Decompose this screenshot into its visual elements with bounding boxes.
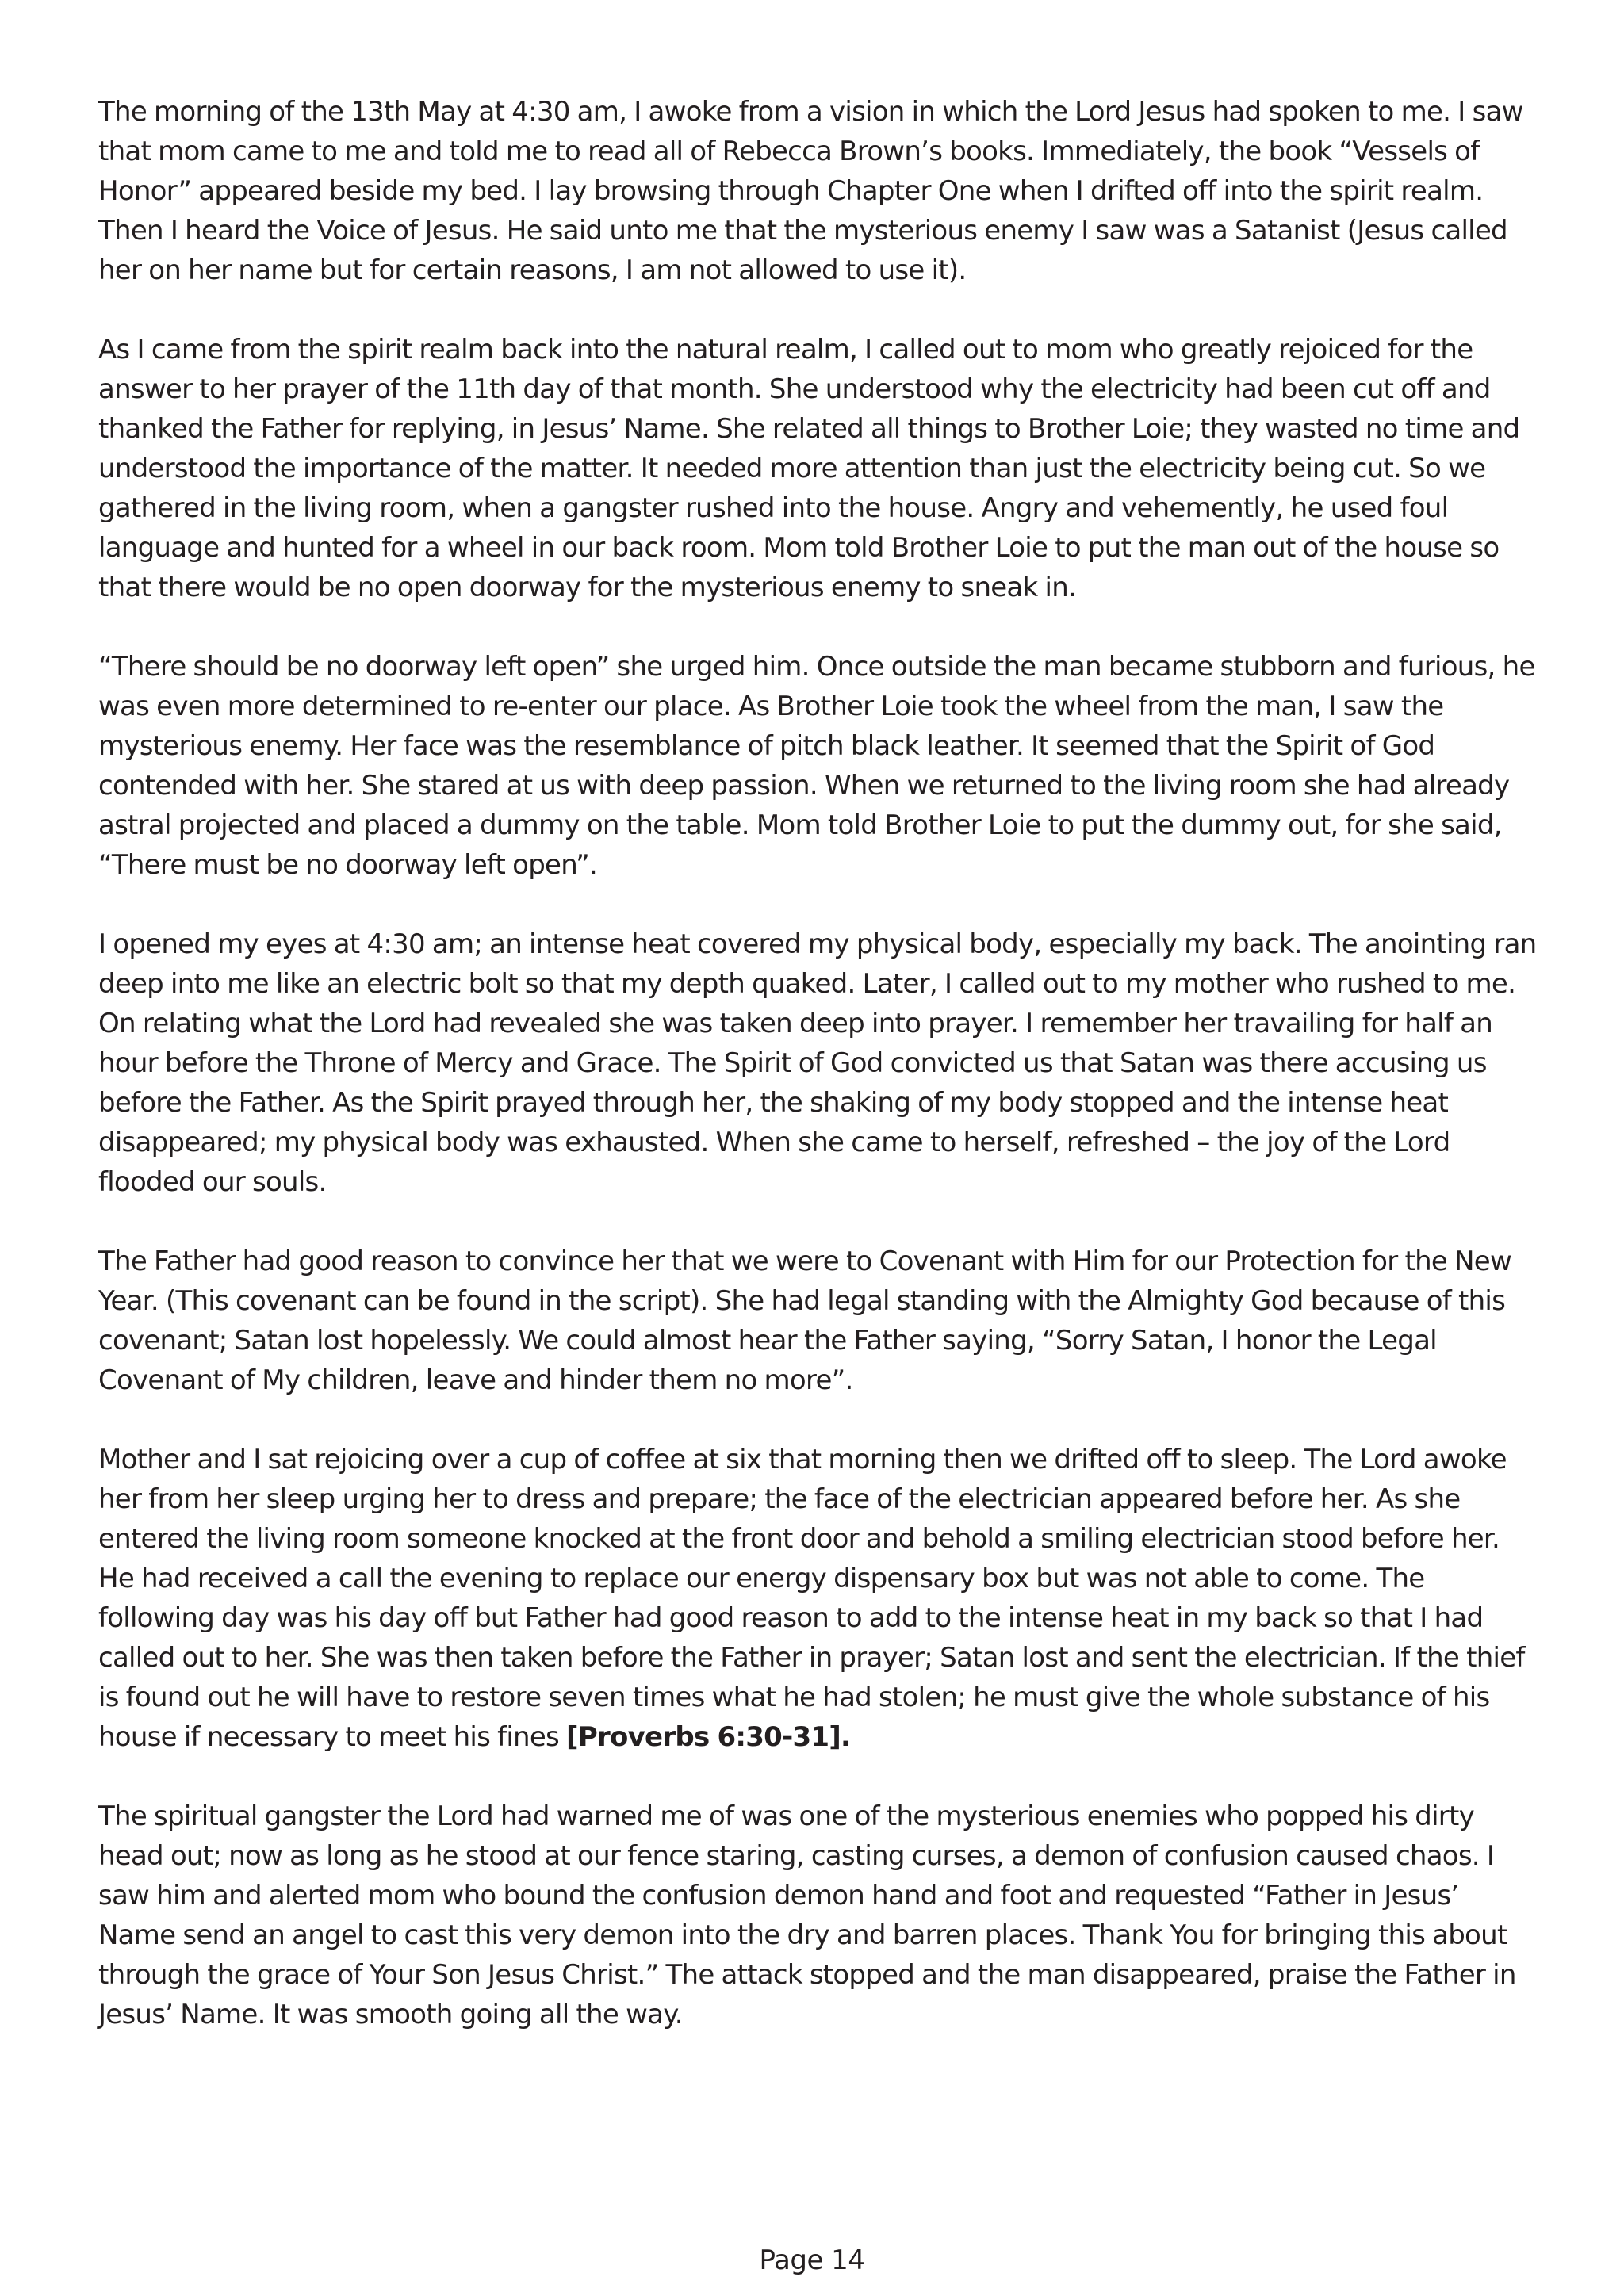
- paragraph-intense-heat: I opened my eyes at 4:30 am; an intense heat covered my physical body, especially my back. The anointing ran deep into me like an electric bolt so that my depth quaked. Later, I called out to my mother who rushed to me. On relating what the Lord had revealed she was taken deep into prayer. I remember her travailing for half an hour before the Throne of Mercy and Grace. The Spirit of God convicted us that Satan was there accusing us before the Father. As the Spirit prayed through her, the shaking of my body stopped and the intense heat disappeared; my physical body was exhausted. When she came to herself, refreshed – the joy of the Lord flooded our souls.: [98, 928, 1537, 1198]
- paragraph-vision: The morning of the 13th May at 4:30 am, I awoke from a vision in which the Lord Jesus had spoken to me. I saw that mom came to me and told me to read all of Rebecca Brown’s books. Immediately, the book “Vessels of Honor” appeared beside my bed. I lay browsing through Chapter One when I drifted off into the spirit realm. Then I heard the Voice of Jesus. He said unto me that the mysterious enemy I saw was a Satanist (Jesus called her on her name but for certain reasons, I am not allowed to use it).: [98, 96, 1523, 286]
- paragraph-spiritual-gangster: The spiritual gangster the Lord had warned me of was one of the mysterious enemies who popped his dirty head out; now as long as he stood at our fence staring, casting curses, a demon of confusion caused chaos. I saw him and alerted mom who bound the confusion demon hand and foot and requested “Father in Jesus’ Name send an angel to cast this very demon into the dry and barren places. Thank You for bringing this about through the grace of Your Son Jesus Christ.” The attack stopped and the man disappeared, praise the Father in Jesus’ Name. It was smooth going all the way.: [98, 1800, 1516, 2030]
- paragraph-electrician-text: Mother and I sat rejoicing over a cup of coffee at six that morning then we drifted off to sleep. The Lord awoke her from her sleep urging her to dress and prepare; the face of the electrician appeared before her. As she entered the living room someone knocked at the front door and behold a smiling electrician stood before her. He had received a call the evening to replace our energy dispensary box but was not able to come. The following day was his day off but Father had good reason to add to the intense heat in my back so that I had called out to her. She was then taken before the Father in prayer; Satan lost and sent the electrician. If the thief is found out he will have to restore seven times what he had stolen; he must give the whole substance of his house if necessary to meet his fines: [98, 1444, 1525, 1753]
- body-text: [98, 92, 1542, 2074]
- paragraph-spirit-realm: As I came from the spirit realm back into the natural realm, I called out to mom who greatly rejoiced for the answer to her prayer of the 11th day of that month. She understood why the electricity had been cut off and thanked the Father for replying, in Jesus’ Name. She related all things to Brother Loie; they wasted no time and understood the importance of the matter. It needed more attention than just the electricity being cut. So we gathered in the living room, when a gangster rushed into the house. Angry and vehemently, he used foul language and hunted for a wheel in our back room. Mom told Brother Loie to put the man out of the house so that there would be no open doorway for the mysterious enemy to sneak in.: [98, 334, 1520, 603]
- scripture-reference: [Proverbs 6:30-31].: [566, 1721, 851, 1753]
- paragraph-covenant: The Father had good reason to convince her that we were to Covenant with Him for our Protection for the New Year. (This covenant can be found in the script). She had legal standing with the Almighty God because of this covenant; Satan lost hopelessly. We could almost hear the Father saying, “Sorry Satan, I honor the Legal Covenant of My children, leave and hinder them no more”.: [98, 1246, 1512, 1396]
- page-number: Page 14: [759, 2244, 865, 2276]
- paragraph-electrician: [98, 1440, 1542, 1757]
- paragraph-doorway: “There should be no doorway left open” she urged him. Once outside the man became stubborn and furious, he was even more determined to re-enter our place. As Brother Loie took the wheel from the man, I saw the mysterious enemy. Her face was the resemblance of pitch black leather. It seemed that the Spirit of God contended with her. She stared at us with deep passion. When we returned to the living room she had already astral projected and placed a dummy on the table. Mom told Brother Loie to put the dummy out, for she said, “There must be no doorway left open”.: [98, 651, 1535, 881]
